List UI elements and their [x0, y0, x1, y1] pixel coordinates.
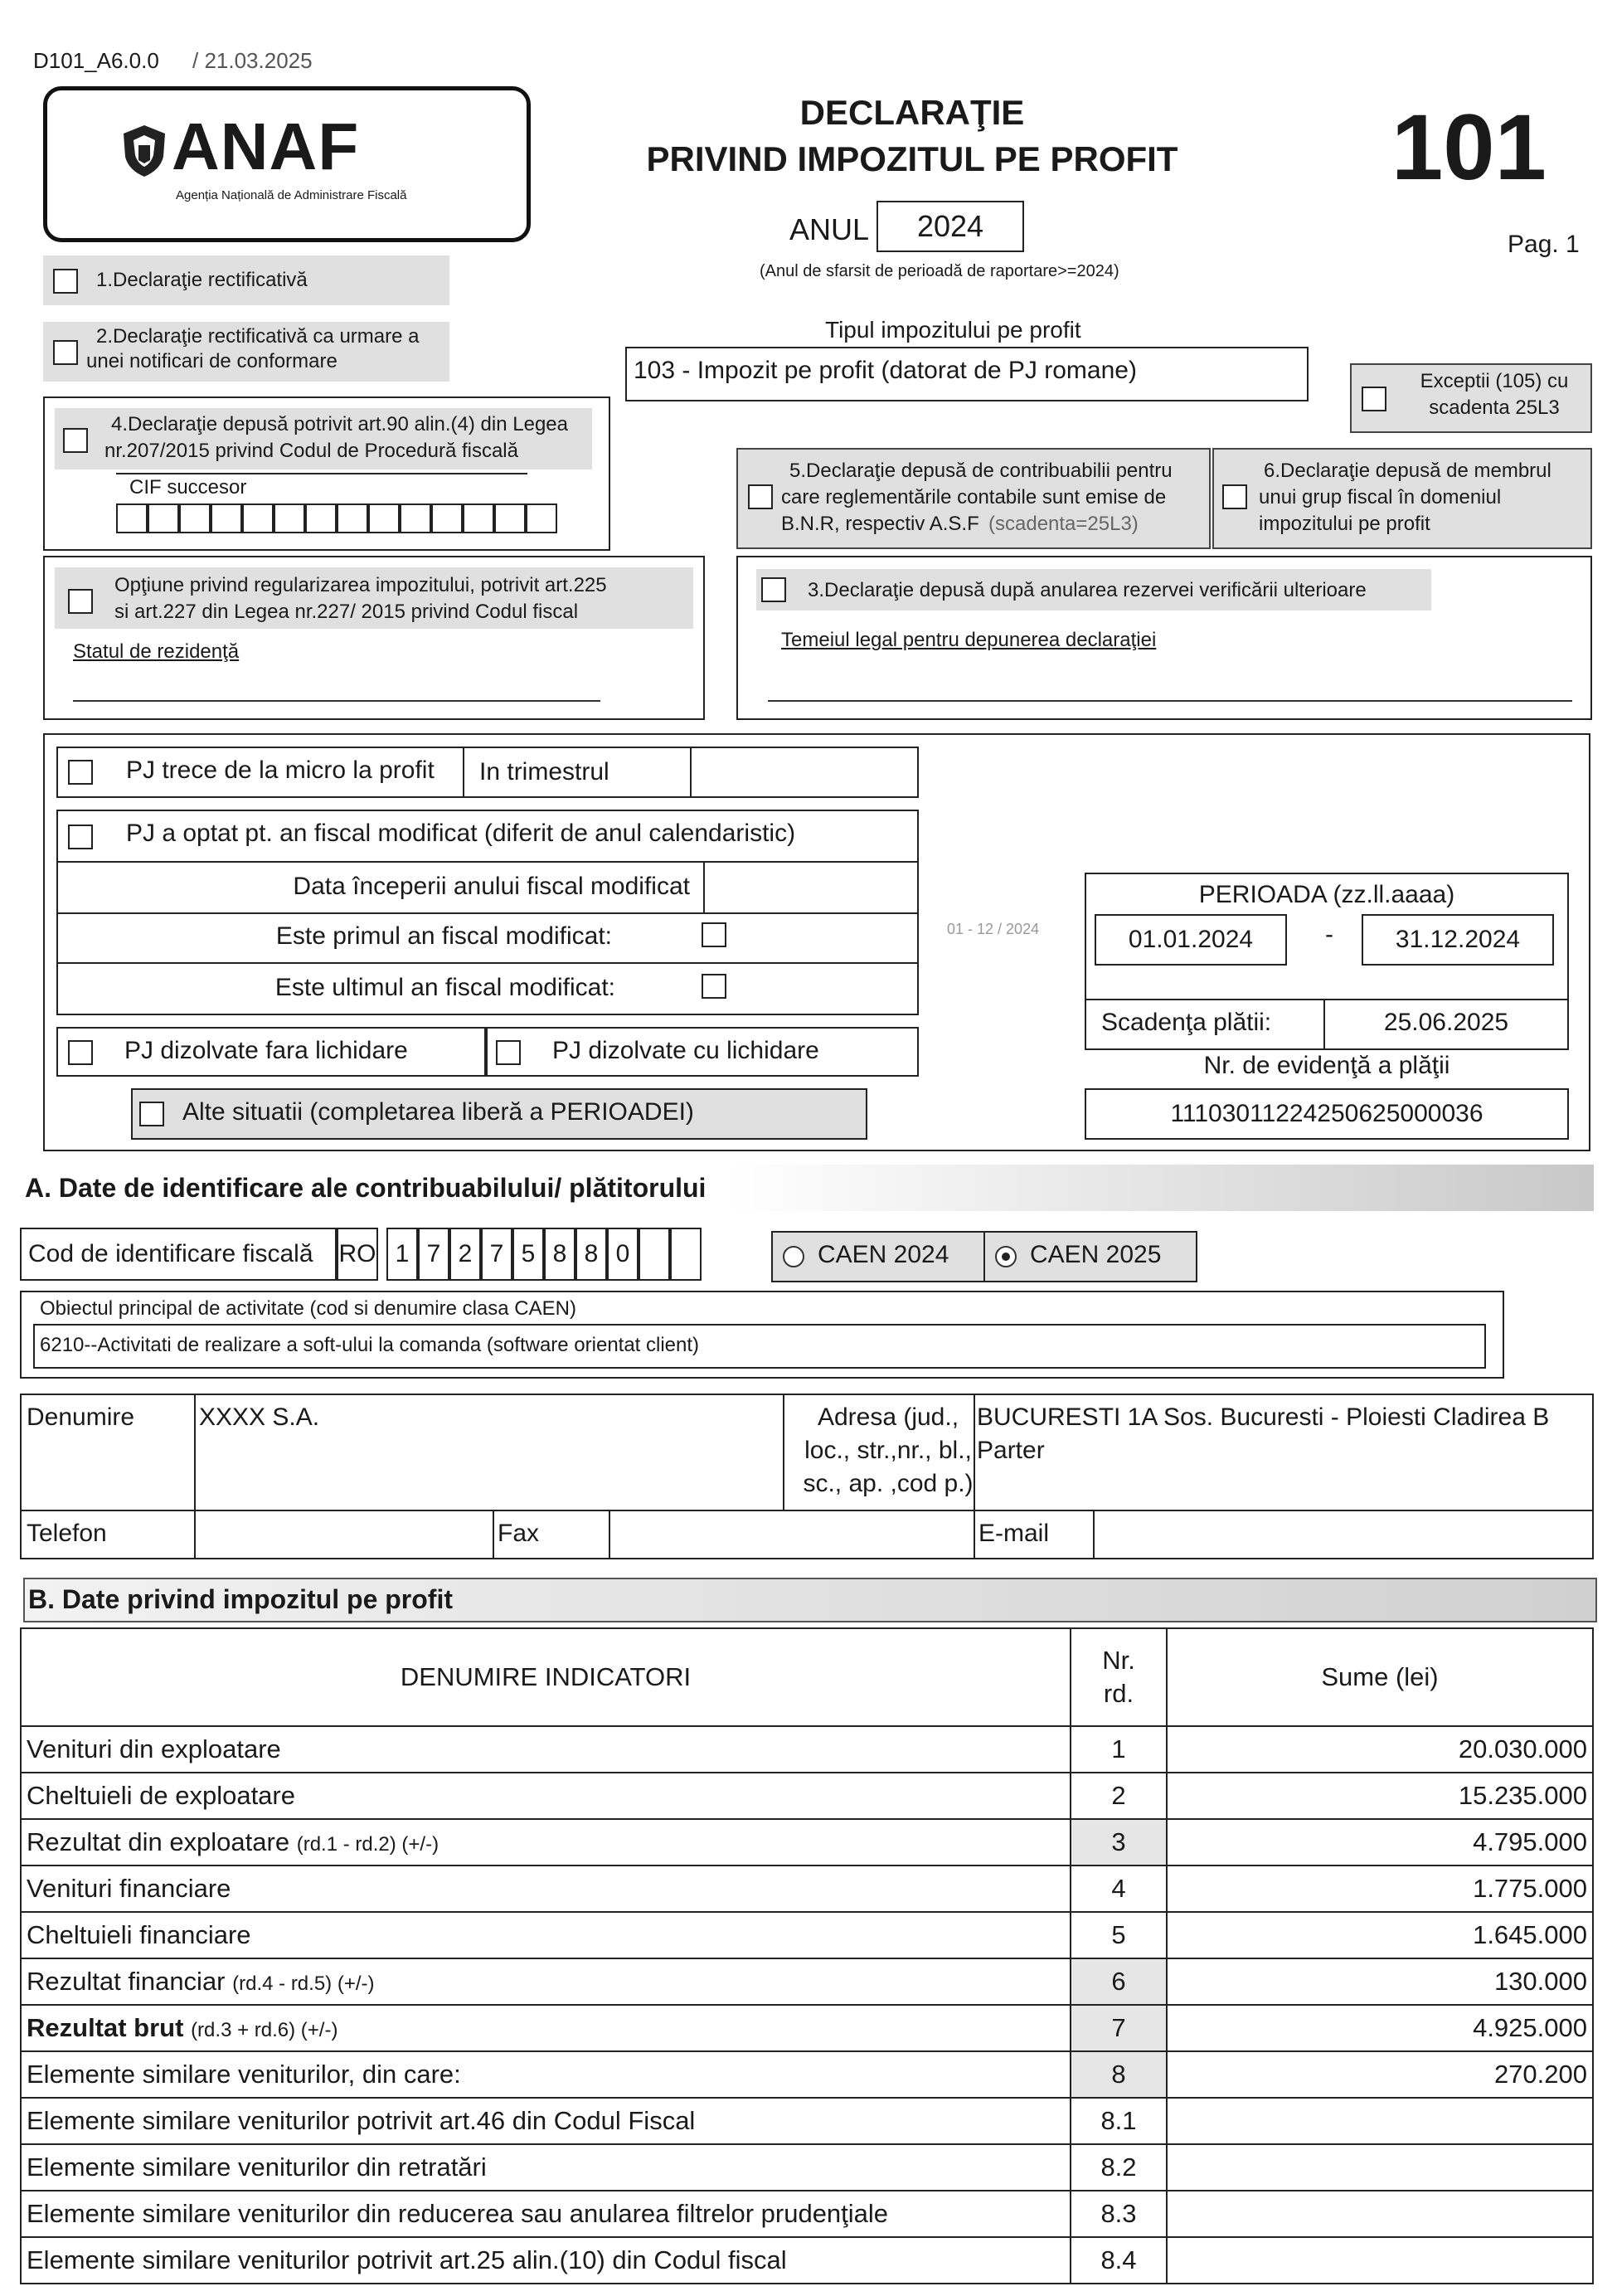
- ultimul-an-label: Este ultimul an fiscal modificat:: [274, 974, 615, 1001]
- cif-succesor-label: CIF succesor: [129, 476, 247, 499]
- obiect-field[interactable]: 6210--Activitati de realizare a soft-ului la comanda (software orientat client): [33, 1324, 1486, 1369]
- cif-digit[interactable]: [639, 1228, 670, 1281]
- table-row: [21, 2237, 1593, 2284]
- row-nr: 4: [1071, 1866, 1167, 1912]
- row-value[interactable]: 1.645.000: [1167, 1912, 1593, 1958]
- cu-lichidare-row[interactable]: [486, 1027, 919, 1077]
- checkbox-alte-situatii[interactable]: [139, 1102, 164, 1126]
- fara-lichidare-label: PJ dizolvate fara lichidare: [124, 1037, 408, 1064]
- cif-digit[interactable]: 7: [481, 1228, 512, 1281]
- row-value[interactable]: 1.775.000: [1167, 1866, 1593, 1912]
- an-fiscal-frame: [56, 810, 919, 1015]
- form-number: 101: [1391, 95, 1547, 199]
- col-nr-line1: Nr.: [1102, 1646, 1135, 1675]
- option-label: 1.Declaraţie rectificativă: [96, 269, 308, 291]
- option-label: Exceptii (105) cu: [1420, 370, 1569, 392]
- row-label: Elemente similare veniturilor din reducerea sau anularea filtrelor prudenţiale: [27, 2199, 889, 2228]
- option-label: nr.207/2015 privind Codul de Procedură fiscală: [104, 440, 518, 462]
- option-label: unei notificari de conformare: [86, 350, 337, 372]
- cif-succesor-digit[interactable]: [305, 503, 337, 533]
- cif-succesor-line: [116, 473, 527, 474]
- an-fiscal-label: PJ a optat pt. an fiscal modificat (diferit de anul calendaristic): [126, 820, 796, 847]
- scadenta-label: Scadenţa plătii:: [1101, 1009, 1272, 1036]
- option-regularizare[interactable]: [55, 567, 693, 629]
- adresa-label: sc., ap. ,cod p.): [803, 1470, 974, 1497]
- identificare-frame: [20, 1394, 1594, 1559]
- option-label: Opţiune privind regularizarea impozitului, potrivit art.225: [114, 574, 607, 596]
- micro-label: PJ trece de la micro la profit: [126, 756, 435, 784]
- row-label: Rezultat brut: [27, 2013, 184, 2042]
- email-field[interactable]: [1095, 1511, 1592, 1558]
- option-rectificativa[interactable]: [43, 255, 449, 305]
- row-nr: 7: [1071, 2005, 1167, 2051]
- fax-label: Fax: [498, 1520, 540, 1547]
- option-label: 3.Declaraţie depusă după anularea rezervei verificării ulterioare: [808, 579, 1367, 601]
- cif-digit[interactable]: 1: [386, 1228, 418, 1281]
- row-label: Rezultat din exploatare: [27, 1827, 290, 1856]
- cif-succesor-digit[interactable]: [494, 503, 526, 533]
- col-denumire-header: DENUMIRE INDICATORI: [21, 1628, 1071, 1726]
- cif-digit[interactable]: 0: [607, 1228, 639, 1281]
- rezerva-frame: [736, 556, 1592, 720]
- row-value[interactable]: 20.030.000: [1167, 1726, 1593, 1773]
- form-code: D101_A6.0.0: [33, 48, 159, 73]
- option-label: impozitului pe profit: [1259, 513, 1430, 535]
- option-bnr-asf[interactable]: [736, 448, 1211, 549]
- row-value[interactable]: 4.795.000: [1167, 1819, 1593, 1866]
- logo-subtitle: Agenția Națională de Administrare Fiscală: [176, 188, 407, 202]
- telefon-field[interactable]: [196, 1511, 493, 1558]
- row-label: Elemente similare veniturilor potrivit art.25 alin.(10) din Codul fiscal: [27, 2245, 787, 2274]
- cif-succesor-digit[interactable]: [337, 503, 368, 533]
- option-label: 2.Declaraţie rectificativă ca urmare a: [96, 325, 420, 348]
- obiect-label: Obiectul principal de activitate (cod si denumire clasa CAEN): [40, 1297, 576, 1320]
- option-rectificativa-notificare[interactable]: [43, 322, 449, 382]
- caen-2024-label: CAEN 2024: [818, 1241, 949, 1268]
- small-period-date: 01 - 12 / 2024: [947, 921, 1040, 937]
- table-header-row: [21, 1628, 1593, 1726]
- alte-situatii-row[interactable]: [131, 1088, 867, 1140]
- option-note: (scadenta=25L3): [988, 513, 1139, 535]
- col-nr-line2: rd.: [1103, 1679, 1134, 1708]
- statul-rezidenta-field[interactable]: [73, 700, 600, 702]
- trimestrul-field[interactable]: [692, 748, 917, 796]
- temeiul-legal-field[interactable]: [768, 700, 1572, 702]
- option-label: unui grup fiscal în domeniul: [1259, 486, 1502, 508]
- page-label: Pag. 1: [1508, 231, 1580, 258]
- checkbox-notificare[interactable]: [53, 340, 78, 365]
- obiect-frame: [20, 1291, 1504, 1379]
- perioada-label: PERIOADA (zz.ll.aaaa): [1198, 881, 1455, 908]
- table-row: [21, 1866, 1593, 1912]
- denumire-field[interactable]: XXXX S.A.: [199, 1403, 320, 1431]
- cif-digit[interactable]: 5: [512, 1228, 544, 1281]
- form-date: / 21.03.2025: [192, 48, 313, 73]
- cif-digit[interactable]: 8: [544, 1228, 575, 1281]
- cif-succesor-digit[interactable]: [463, 503, 494, 533]
- cu-lichidare-label: PJ dizolvate cu lichidare: [552, 1037, 819, 1064]
- nr-evidenta-label: Nr. de evidenţă a plăţii: [1203, 1052, 1450, 1079]
- row-nr: 8.2: [1071, 2144, 1167, 2191]
- checkbox-grup-fiscal[interactable]: [1222, 484, 1247, 509]
- option-art90[interactable]: [55, 408, 592, 469]
- cif-succesor-digit[interactable]: [368, 503, 400, 533]
- fara-lichidare-row[interactable]: [56, 1027, 486, 1077]
- telefon-label: Telefon: [27, 1520, 107, 1547]
- radio-caen-2025[interactable]: [995, 1246, 1017, 1267]
- row-value[interactable]: [1167, 2098, 1593, 2144]
- checkbox-an-fiscal[interactable]: [68, 825, 93, 849]
- cif-succesor-digit[interactable]: [211, 503, 242, 533]
- year-label: ANUL: [789, 212, 870, 246]
- option-exceptii[interactable]: [1350, 363, 1592, 433]
- caen-2025-option[interactable]: [987, 1233, 1196, 1281]
- cif-digit[interactable]: 2: [449, 1228, 481, 1281]
- row-value[interactable]: 130.000: [1167, 1958, 1593, 2005]
- col-sume-header: Sume (lei): [1167, 1628, 1593, 1726]
- row-nr: 8: [1071, 2051, 1167, 2098]
- optiune-frame: [43, 556, 705, 720]
- section-b-header: [23, 1578, 1597, 1622]
- option-label: care reglementările contabile sunt emise de: [781, 486, 1167, 508]
- row-nr: 5: [1071, 1912, 1167, 1958]
- temeiul-legal-label: Temeiul legal pentru depunerea declaraţiei: [781, 629, 1157, 651]
- row-nr: 8.3: [1071, 2191, 1167, 2237]
- checkbox-rezerva[interactable]: [761, 577, 786, 602]
- primul-an-label: Este primul an fiscal modificat:: [275, 922, 612, 950]
- year-field[interactable]: 2024: [876, 201, 1024, 252]
- shield-icon: [122, 124, 167, 178]
- checkbox-micro[interactable]: [68, 760, 93, 785]
- table-row: [21, 1726, 1593, 1773]
- cif-label: Cod de identificare fiscală: [20, 1228, 337, 1281]
- option-label: 4.Declaraţie depusă potrivit art.90 alin.(4) din Legea: [111, 413, 568, 435]
- cif-succesor-digit[interactable]: [116, 503, 148, 533]
- caen-selector: [771, 1231, 1197, 1282]
- year-note: (Anul de sfarsit de perioadă de raportare>=2024): [760, 262, 1119, 280]
- table-row: [21, 1773, 1593, 1819]
- cif-succesor-digit[interactable]: [148, 503, 179, 533]
- option-rezerva[interactable]: [756, 569, 1431, 610]
- perioada-dash: -: [1325, 921, 1333, 948]
- row-value[interactable]: [1167, 2237, 1593, 2284]
- table-row: [21, 2005, 1593, 2051]
- data-inceperii-label: Data începerii anului fiscal modificat: [293, 873, 690, 900]
- row-label: Elemente similare veniturilor potrivit art.46 din Codul Fiscal: [27, 2106, 696, 2135]
- row-label: Venituri din exploatare: [27, 1734, 281, 1763]
- row-nr: 2: [1071, 1773, 1167, 1819]
- row-value[interactable]: 15.235.000: [1167, 1773, 1593, 1819]
- perioada-frame: [1085, 873, 1569, 1050]
- scadenta-field[interactable]: 25.06.2025: [1383, 1009, 1509, 1036]
- fax-field[interactable]: [610, 1511, 974, 1558]
- caen-2025-label: CAEN 2025: [1030, 1241, 1162, 1268]
- row-label: Elemente similare veniturilor, din care:: [27, 2060, 461, 2089]
- anaf-logo-frame: [43, 86, 531, 242]
- row-label: Cheltuieli de exploatare: [27, 1781, 295, 1810]
- cif-succesor-digit[interactable]: [179, 503, 211, 533]
- checkbox-exceptii[interactable]: [1362, 387, 1386, 411]
- section-a-header: [20, 1165, 1594, 1211]
- perioada-end-field[interactable]: 31.12.2024: [1362, 914, 1554, 966]
- table-row: [21, 1912, 1593, 1958]
- radio-caen-2024[interactable]: [783, 1246, 804, 1267]
- alte-situatii-label: Alte situatii (completarea liberă a PERIOADEI): [182, 1098, 694, 1126]
- table-row: [21, 2191, 1593, 2237]
- data-inceperii-field[interactable]: [705, 863, 917, 912]
- row-note: (rd.3 + rd.6) (+/-): [191, 2019, 338, 2041]
- denumire-label: Denumire: [27, 1403, 135, 1431]
- checkbox-bnr-asf[interactable]: [748, 484, 773, 509]
- cif-digit[interactable]: 8: [575, 1228, 607, 1281]
- nr-evidenta-field[interactable]: 11103011224250625000036: [1085, 1088, 1569, 1140]
- adresa-label: Adresa (jud.,: [817, 1403, 959, 1431]
- tip-impozit-field[interactable]: 103 - Impozit pe profit (datorat de PJ romane): [625, 347, 1309, 401]
- option-label: 5.Declaraţie depusă de contribuabilii pentru: [789, 460, 1173, 482]
- row-nr: 8.1: [1071, 2098, 1167, 2144]
- table-row: [21, 2051, 1593, 2098]
- row-nr: 3: [1071, 1819, 1167, 1866]
- cif-prefix: RO: [337, 1228, 378, 1281]
- row-nr: 1: [1071, 1726, 1167, 1773]
- row-label: Elemente similare veniturilor din retratări: [27, 2152, 487, 2182]
- checkbox-regularizare[interactable]: [68, 589, 93, 614]
- row-label: Venituri financiare: [27, 1874, 231, 1903]
- cif-succesor-digit[interactable]: [274, 503, 305, 533]
- table-row: [21, 2144, 1593, 2191]
- row-value[interactable]: [1167, 2191, 1593, 2237]
- adresa-field[interactable]: BUCURESTI 1A Sos. Bucuresti - Ploiesti Cladirea B: [977, 1403, 1550, 1431]
- tip-impozit-label: Tipul impozitului pe profit: [825, 317, 1081, 343]
- row-label: Rezultat financiar: [27, 1967, 226, 1996]
- row-nr: 6: [1071, 1958, 1167, 2005]
- option-label: B.N.R, respectiv A.S.F: [781, 513, 979, 535]
- micro-row: [56, 747, 919, 798]
- col-nr-header: [1071, 1628, 1167, 1726]
- row-value[interactable]: 270.200: [1167, 2051, 1593, 2098]
- statul-rezidenta-label: Statul de rezidenţă: [73, 640, 240, 663]
- trimestrul-label: In trimestrul: [479, 758, 609, 786]
- row-value[interactable]: [1167, 2144, 1593, 2191]
- checkbox-ultimul-an[interactable]: [702, 974, 726, 999]
- adresa-label: loc., str.,nr., bl.,: [804, 1437, 972, 1464]
- cif-succesor-digit[interactable]: [431, 503, 463, 533]
- indicators-table: [20, 1627, 1594, 2284]
- table-row: [21, 2098, 1593, 2144]
- logo-text: ANAF: [172, 109, 360, 183]
- email-label: E-mail: [978, 1520, 1050, 1547]
- option-label: scadenta 25L3: [1429, 396, 1560, 419]
- section-b-title: B. Date privind impozitul pe profit: [28, 1584, 453, 1614]
- title-line2: PRIVIND IMPOZITUL PE PROFIT: [646, 139, 1178, 178]
- row-note: (rd.4 - rd.5) (+/-): [232, 1973, 375, 1995]
- perioada-start-field[interactable]: 01.01.2024: [1095, 914, 1287, 966]
- row-label: Cheltuieli financiare: [27, 1920, 251, 1949]
- option-label: si art.227 din Legea nr.227/ 2015 privind Codul fiscal: [114, 601, 579, 623]
- title-line1: DECLARAŢIE: [799, 93, 1025, 132]
- cif-digit[interactable]: [670, 1228, 702, 1281]
- row-value[interactable]: 4.925.000: [1167, 2005, 1593, 2051]
- checkbox-art90[interactable]: [63, 428, 88, 453]
- cif-digit[interactable]: 7: [418, 1228, 449, 1281]
- row-note: (rd.1 - rd.2) (+/-): [296, 1833, 439, 1856]
- checkbox-fara-lichidare[interactable]: [68, 1040, 93, 1065]
- cif-succesor-digit[interactable]: [400, 503, 431, 533]
- adresa-field-line2[interactable]: Parter: [977, 1437, 1045, 1464]
- table-row: [21, 1819, 1593, 1866]
- checkbox-rectificativa[interactable]: [53, 269, 78, 294]
- option-label: 6.Declaraţie depusă de membrul: [1264, 460, 1551, 482]
- cif-succesor-digit[interactable]: [242, 503, 274, 533]
- cif-succesor-digit[interactable]: [526, 503, 557, 533]
- checkbox-primul-an[interactable]: [702, 922, 726, 947]
- caen-2024-option[interactable]: [773, 1233, 985, 1281]
- checkbox-cu-lichidare[interactable]: [496, 1040, 521, 1065]
- option-grup-fiscal[interactable]: [1212, 448, 1592, 549]
- section-a-title: A. Date de identificare ale contribuabilului/ plătitorului: [25, 1173, 707, 1203]
- row-nr: 8.4: [1071, 2237, 1167, 2284]
- table-row: [21, 1958, 1593, 2005]
